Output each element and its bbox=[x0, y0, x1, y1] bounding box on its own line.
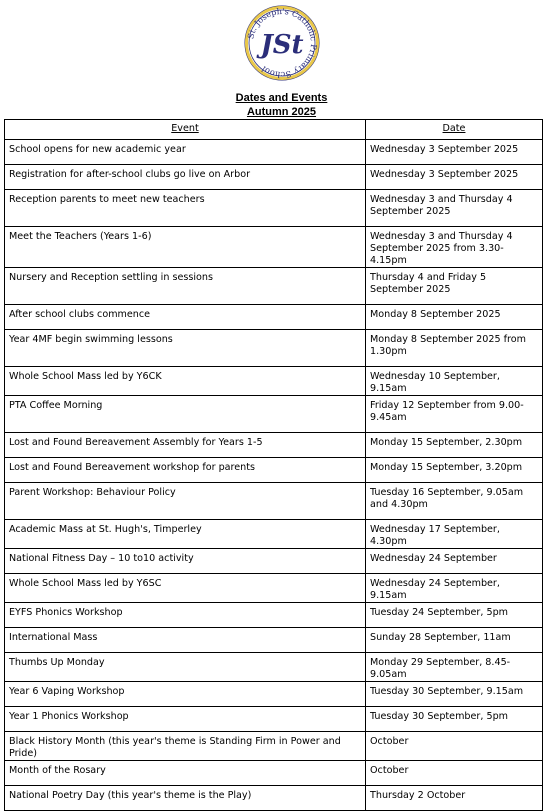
page-title: Dates and Events bbox=[235, 92, 328, 104]
table-row bbox=[5, 786, 543, 811]
table-row bbox=[5, 190, 543, 227]
event-cell: Black History Month (this year's theme is Standing Firm in Power and Pride) bbox=[5, 732, 366, 761]
event-cell: Month of the Rosary bbox=[5, 761, 366, 786]
event-cell: EYFS Phonics Workshop bbox=[5, 603, 366, 628]
event-cell: Whole School Mass led by Y6CK bbox=[5, 367, 366, 396]
date-cell: Wednesday 10 September, 9.15am bbox=[366, 367, 543, 396]
date-cell: Monday 15 September, 2.30pm bbox=[366, 433, 543, 458]
logo-ring-text: St. Joseph's Catholic Primary School bbox=[245, 5, 320, 81]
date-cell: Thursday 2 October bbox=[366, 786, 543, 811]
date-cell: Tuesday 30 September, 5pm bbox=[366, 707, 543, 732]
event-cell: School opens for new academic year bbox=[5, 140, 366, 165]
page-subtitle: Autumn 2025 bbox=[246, 106, 317, 118]
table-row bbox=[5, 305, 543, 330]
table-row bbox=[5, 603, 543, 628]
date-cell: Friday 12 September from 9.00-9.45am bbox=[366, 396, 543, 433]
date-cell: Wednesday 3 September 2025 bbox=[366, 140, 543, 165]
table-row bbox=[5, 520, 543, 549]
event-cell: PTA Coffee Morning bbox=[5, 396, 366, 433]
event-cell: Academic Mass at St. Hugh's, Timperley bbox=[5, 520, 366, 549]
date-cell: October bbox=[366, 761, 543, 786]
event-cell: Year 4MF begin swimming lessons bbox=[5, 330, 366, 367]
table-row bbox=[5, 653, 543, 682]
events-table bbox=[4, 119, 543, 811]
table-row bbox=[5, 458, 543, 483]
event-cell: International Mass bbox=[5, 628, 366, 653]
event-cell: Whole School Mass led by Y6SC bbox=[5, 574, 366, 603]
date-cell: Wednesday 17 September, 4.30pm bbox=[366, 520, 543, 549]
table-row bbox=[5, 483, 543, 520]
table-header-row bbox=[5, 120, 543, 140]
event-cell: After school clubs commence bbox=[5, 305, 366, 330]
date-cell: Monday 15 September, 3.20pm bbox=[366, 458, 543, 483]
table-row bbox=[5, 574, 543, 603]
table-row bbox=[5, 628, 543, 653]
table-row bbox=[5, 707, 543, 732]
table-row bbox=[5, 549, 543, 574]
event-cell: Nursery and Reception settling in sessions bbox=[5, 268, 366, 305]
event-cell: National Poetry Day (this year's theme is the Play) bbox=[5, 786, 366, 811]
event-cell: National Fitness Day – 10 to10 activity bbox=[5, 549, 366, 574]
event-cell: Registration for after-school clubs go live on Arbor bbox=[5, 165, 366, 190]
table-row bbox=[5, 682, 543, 707]
date-cell: Sunday 28 September, 11am bbox=[366, 628, 543, 653]
table-row bbox=[5, 433, 543, 458]
event-cell: Reception parents to meet new teachers bbox=[5, 190, 366, 227]
date-cell: Wednesday 24 September, 9.15am bbox=[366, 574, 543, 603]
table-row bbox=[5, 330, 543, 367]
event-cell: Lost and Found Bereavement Assembly for Years 1-5 bbox=[5, 433, 366, 458]
event-cell: Lost and Found Bereavement workshop for parents bbox=[5, 458, 366, 483]
date-cell: Tuesday 30 September, 9.15am bbox=[366, 682, 543, 707]
table-row bbox=[5, 227, 543, 268]
event-cell: Year 6 Vaping Workshop bbox=[5, 682, 366, 707]
table-row bbox=[5, 140, 543, 165]
date-cell: Monday 29 September, 8.45-9.05am bbox=[366, 653, 543, 682]
table-row bbox=[5, 396, 543, 433]
date-cell: Wednesday 24 September bbox=[366, 549, 543, 574]
date-cell: Monday 8 September 2025 from 1.30pm bbox=[366, 330, 543, 367]
date-column-header: Date bbox=[366, 120, 543, 140]
date-cell: Wednesday 3 and Thursday 4 September 2025 from 3.30-4.15pm bbox=[366, 227, 543, 268]
school-logo bbox=[243, 4, 321, 82]
date-cell: Thursday 4 and Friday 5 September 2025 bbox=[366, 268, 543, 305]
table-row bbox=[5, 165, 543, 190]
table-row bbox=[5, 367, 543, 396]
event-column-header: Event bbox=[5, 120, 366, 140]
date-cell: October bbox=[366, 732, 543, 761]
table-row bbox=[5, 268, 543, 305]
date-cell: Tuesday 24 September, 5pm bbox=[366, 603, 543, 628]
event-cell: Meet the Teachers (Years 1-6) bbox=[5, 227, 366, 268]
date-cell: Monday 8 September 2025 bbox=[366, 305, 543, 330]
date-cell: Tuesday 16 September, 9.05am and 4.30pm bbox=[366, 483, 543, 520]
event-cell: Thumbs Up Monday bbox=[5, 653, 366, 682]
event-cell: Year 1 Phonics Workshop bbox=[5, 707, 366, 732]
table-row bbox=[5, 761, 543, 786]
table-row bbox=[5, 732, 543, 761]
date-cell: Wednesday 3 and Thursday 4 September 2025 bbox=[366, 190, 543, 227]
date-cell: Wednesday 3 September 2025 bbox=[366, 165, 543, 190]
event-cell: Parent Workshop: Behaviour Policy bbox=[5, 483, 366, 520]
logo-monogram: JSt bbox=[260, 30, 304, 60]
